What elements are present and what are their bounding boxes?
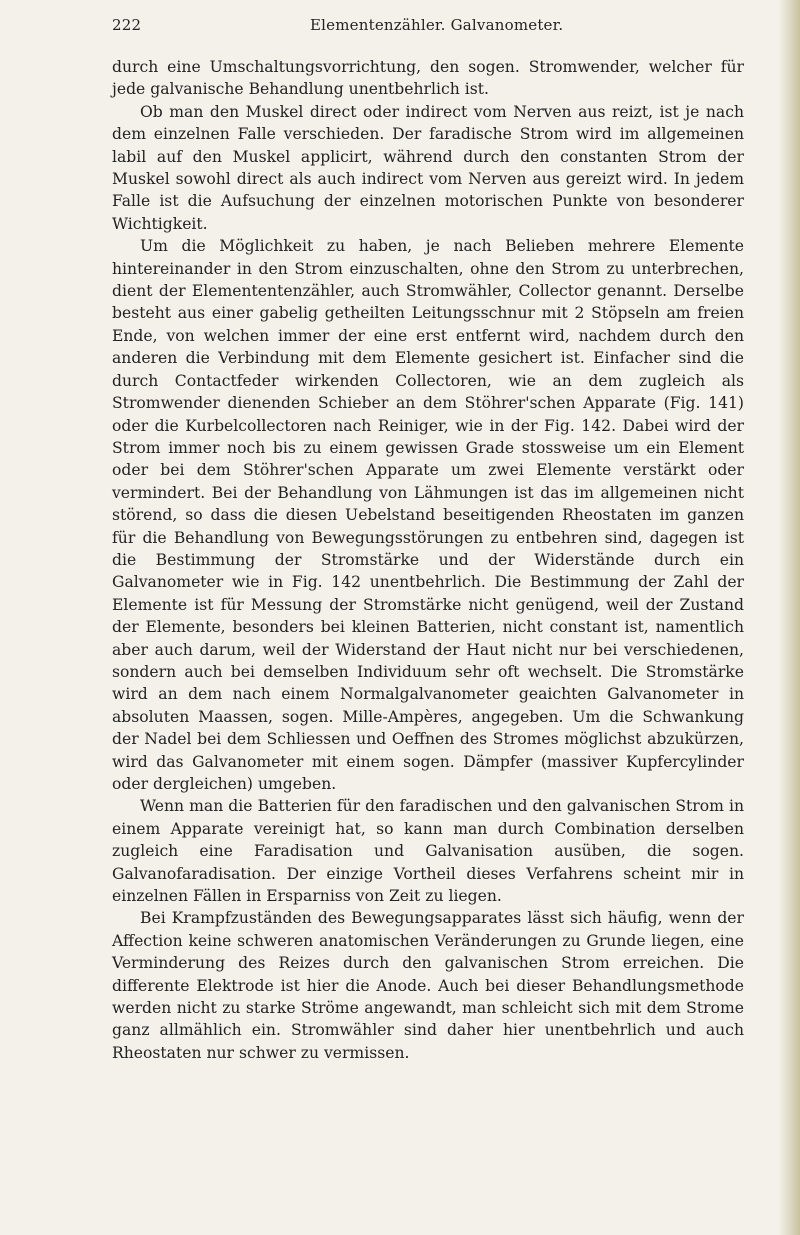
paragraph-1: durch eine Umschaltungsvorrichtung, den sogen. Stromwender, welcher für jede galvanische Behandlung unentbehrlich ist.	[112, 58, 744, 99]
paragraph-5: Bei Krampfzuständen des Bewegungsapparates lässt sich häufig, wenn der Affection keine schweren anatomischen Veränderungen zu Grunde liegen, eine Verminderung des Reizes durch den galvanischen Strom erreichen. Die differente Elektrode ist hier die Anode. Auch bei dieser Behandlungsmethode werden nicht zu starke Ströme angewandt, man schleicht sich mit dem Strome ganz allmählich ein. Stromwähler sind daher hier unentbehrlich und auch Rheostaten nur schwer zu vermissen.	[112, 909, 744, 1062]
paragraph-4: Wenn man die Batterien für den faradischen und den galvanischen Strom in einem Apparate vereinigt hat, so kann man durch Combination derselben zugleich eine Faradisation und Galvanisation ausüben, die sogen. Galvanofaradisation. Der einzige Vortheil dieses Verfahrens scheint mir in einzelnen Fällen in Ersparniss von Zeit zu liegen.	[112, 797, 744, 906]
page-number: 222	[112, 16, 142, 34]
page-header	[112, 16, 732, 40]
running-title: Elementenzähler. Galvanometer.	[310, 16, 564, 34]
body-text	[112, 56, 744, 1064]
paragraph-3: Um die Möglichkeit zu haben, je nach Belieben mehrere Elemente hintereinander in den Strom einzuschalten, ohne den Strom zu unterbrechen, dient der Elemententenzähler, auch Stromwähler, Collector genannt. Derselbe besteht aus einer gabelig getheilten Leitungsschnur mit 2 Stöpseln am freien Ende, von welchen immer der eine erst entfernt wird, nachdem durch den anderen die Verbindung mit dem Elemente gesichert ist. Einfacher sind die durch Contactfeder wirkenden Collectoren, wie an dem zugleich als Stromwender dienenden Schieber an dem Stöhrer'schen Apparate (Fig. 141) oder die Kurbelcollectoren nach Reiniger, wie in der Fig. 142. Dabei wird der Strom immer noch bis zu einem gewissen Grade stossweise um ein Element oder bei dem Stöhrer'schen Apparate um zwei Elemente verstärkt oder vermindert. Bei der Behandlung von Lähmungen ist das im allgemeinen nicht störend, so dass die diesen Uebelstand beseitigenden Rheostaten im ganzen für die Behandlung von Bewegungsstörungen zu entbehren sind, dagegen ist die Bestimmung der Stromstärke und der Widerstände durch ein Galvanometer wie in Fig. 142 unentbehrlich. Die Bestimmung der Zahl der Elemente ist für Messung der Stromstärke nicht genügend, weil der Zustand der Elemente, besonders bei kleinen Batterien, nicht constant ist, namentlich aber auch darum, weil der Widerstand der Haut nicht nur bei verschiedenen, sondern auch bei demselben Individuum sehr oft wechselt. Die Stromstärke wird an dem nach einem Normalgalvanometer geaichten Galvanometer in absoluten Maassen, sogen. Mille-Ampères, angegeben. Um die Schwankung der Nadel bei dem Schliessen und Oeffnen des Stromes möglichst abzukürzen, wird das Galvanometer mit einem sogen. Dämpfer (massiver Kupfercylinder oder dergleichen) umgeben.	[112, 237, 744, 793]
paragraph-2: Ob man den Muskel direct oder indirect vom Nerven aus reizt, ist je nach dem einzelnen Falle verschieden. Der faradische Strom wird im allgemeinen labil auf den Muskel applicirt, während durch den constanten Strom der Muskel sowohl direct als auch indirect vom Nerven aus gereizt wird. In jedem Falle ist die Aufsuchung der einzelnen motorischen Punkte von besonderer Wichtigkeit.	[112, 102, 744, 233]
page-edge-shadow	[778, 0, 800, 1235]
